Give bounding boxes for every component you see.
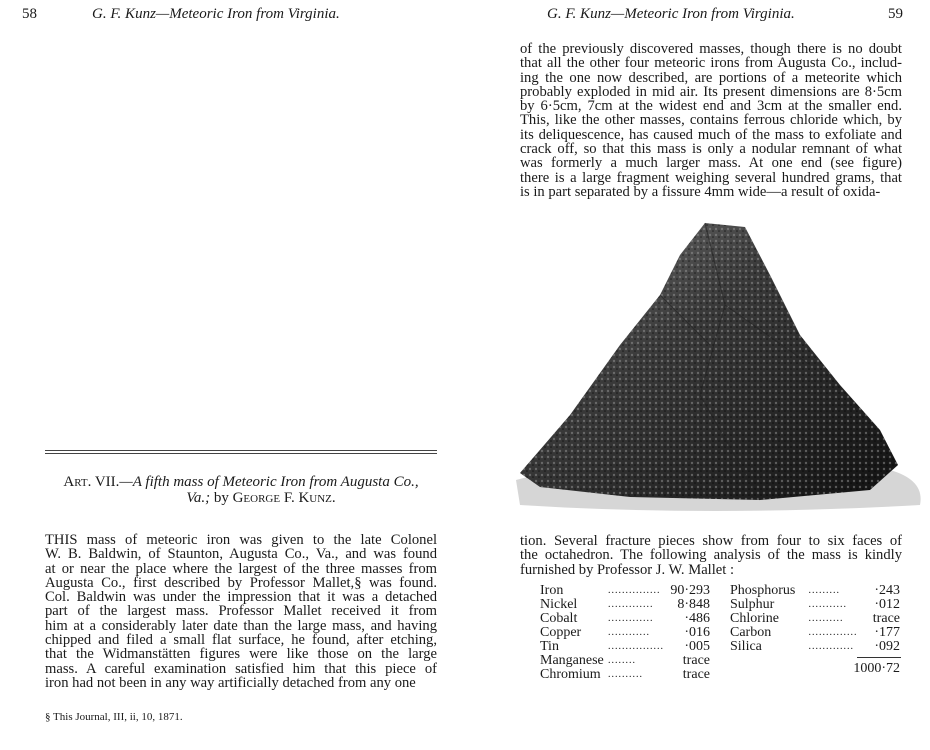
leader-dots: ........ bbox=[607, 655, 636, 666]
leader-dots: ............... bbox=[607, 585, 661, 596]
divider bbox=[45, 450, 437, 451]
analysis-element: Sulphur bbox=[730, 597, 775, 612]
analysis-element: Chlorine bbox=[730, 611, 779, 626]
body-paragraph bbox=[45, 533, 437, 690]
analysis-row bbox=[540, 626, 710, 640]
analysis-table-right bbox=[730, 584, 900, 654]
leader-dots: ............. bbox=[607, 613, 654, 624]
text-line: Augusta Co., first described by Professor Mallet,§ was found. bbox=[45, 574, 437, 591]
text-line: chipped and filed a small flat surface, he found, after etching, bbox=[45, 632, 437, 649]
analysis-value: ·092 bbox=[874, 639, 900, 654]
analysis-row bbox=[730, 612, 900, 626]
text-line: by 6·5cm, 7cm at the widest end and 3cm at the smaller end. bbox=[520, 98, 902, 115]
analysis-value: trace bbox=[872, 611, 900, 626]
text-line: part of the largest mass. Professor Mallet received it from bbox=[45, 603, 437, 620]
text-line: at or near the place where the largest of the three masses from bbox=[45, 560, 437, 577]
analysis-total: 1000·72 bbox=[853, 661, 900, 676]
leader-dots: ............ bbox=[607, 627, 650, 638]
analysis-row bbox=[730, 640, 900, 654]
analysis-element: Cobalt bbox=[540, 611, 578, 626]
analysis-element: Tin bbox=[540, 639, 559, 654]
analysis-value: ·486 bbox=[684, 611, 710, 626]
running-head: G. F. Kunz—Meteoric Iron from Virginia. bbox=[92, 6, 340, 22]
analysis-element: Iron bbox=[540, 583, 564, 598]
analysis-row bbox=[730, 584, 900, 598]
leader-dots: .......... bbox=[808, 613, 844, 624]
text-line: Col. Baldwin was under the impression that it was a detached bbox=[45, 589, 437, 606]
analysis-row bbox=[540, 584, 710, 598]
text-line: there is a large fragment weighing several hundred grams, that bbox=[520, 169, 902, 186]
analysis-element: Nickel bbox=[540, 597, 578, 612]
leader-dots: ................ bbox=[607, 641, 664, 652]
analysis-row bbox=[730, 598, 900, 612]
text-line: furnished by Professor J. W. Mallet : bbox=[520, 561, 735, 578]
analysis-value: ·005 bbox=[684, 639, 710, 654]
text-line: mass. A careful examination satisfied him that this piece of bbox=[45, 660, 437, 677]
analysis-row bbox=[540, 668, 710, 682]
text-line: is in part separated by a fissure 4mm wide—a result of oxida- bbox=[520, 183, 881, 200]
leader-dots: ........... bbox=[808, 599, 847, 610]
text-line: This, like the other masses, contains ferrous chloride which, by bbox=[520, 112, 902, 129]
text-line: THIS mass of meteoric iron was given to the late Colonel bbox=[45, 532, 437, 548]
analysis-element: Chromium bbox=[540, 667, 601, 682]
text-line: probably exploded in mid air. Its present dimensions are 8·5cm bbox=[520, 83, 902, 100]
text-line: him at a considerably later date than the large mass, and having bbox=[45, 617, 437, 634]
analysis-element: Phosphorus bbox=[730, 583, 796, 598]
analysis-value: ·177 bbox=[874, 625, 900, 640]
analysis-value: 90·293 bbox=[670, 583, 710, 598]
meteorite-illustration bbox=[510, 215, 930, 520]
right-page bbox=[465, 0, 930, 750]
analysis-value: ·243 bbox=[874, 583, 900, 598]
text-line: W. B. Baldwin, of Staunton, Augusta Co., Va., and was found bbox=[45, 546, 437, 563]
analysis-element: Silica bbox=[730, 639, 762, 654]
text-line: of the previously discovered masses, though there is no doubt bbox=[520, 41, 902, 57]
text-line: its deliquescence, has caused much of the mass to exfoliate and bbox=[520, 126, 902, 143]
analysis-row bbox=[730, 626, 900, 640]
leader-dots: .......... bbox=[607, 669, 643, 680]
article-title: Art. VII.—A fifth mass of Meteoric Iron from Augusta Co., Va.; by George F. Kunz. bbox=[63, 474, 419, 506]
text-line: that all the other four meteoric irons from Augusta Co., includ- bbox=[520, 55, 902, 72]
analysis-row bbox=[540, 598, 710, 612]
text-line: that the Widmanstätten figures were like those on the large bbox=[45, 646, 437, 663]
footnote: § This Journal, III, ii, 10, 1871. bbox=[45, 711, 183, 723]
divider bbox=[45, 453, 437, 454]
text-line: iron had not been in any way artificially detached from any one bbox=[45, 674, 416, 691]
page-number: 58 bbox=[22, 6, 37, 22]
leader-dots: .............. bbox=[808, 627, 858, 638]
analysis-element: Copper bbox=[540, 625, 582, 640]
leader-dots: ............. bbox=[808, 641, 854, 652]
analysis-value: trace bbox=[682, 653, 710, 668]
analysis-value: 8·848 bbox=[677, 597, 710, 612]
analysis-element: Carbon bbox=[730, 625, 772, 640]
leader-dots: ......... bbox=[808, 585, 840, 596]
leader-dots: ............. bbox=[607, 599, 654, 610]
analysis-row bbox=[540, 640, 710, 654]
total-rule bbox=[857, 657, 901, 658]
text-line: tion. Several fracture pieces show from four to six faces of bbox=[520, 533, 902, 549]
text-line: was formerly a much larger mass. At one end (see figure) bbox=[520, 155, 902, 172]
analysis-table-left bbox=[540, 584, 710, 682]
text-line: crack off, so that this mass is only a nodular remnant of what bbox=[520, 141, 902, 158]
analysis-value: ·016 bbox=[684, 625, 710, 640]
top-paragraph bbox=[520, 42, 902, 199]
analysis-row bbox=[540, 612, 710, 626]
analysis-row bbox=[540, 654, 710, 668]
analysis-value: ·012 bbox=[874, 597, 900, 612]
analysis-value: trace bbox=[682, 667, 710, 682]
analysis-intro bbox=[520, 534, 902, 577]
text-line: ing the one now described, are portions of a meteorite which bbox=[520, 69, 902, 86]
analysis-element: Manganese bbox=[540, 653, 604, 668]
text-line: the octahedron. The following analysis of the mass is kindly bbox=[520, 547, 902, 564]
running-head: G. F. Kunz—Meteoric Iron from Virginia. bbox=[547, 6, 795, 22]
page-number: 59 bbox=[888, 6, 903, 22]
